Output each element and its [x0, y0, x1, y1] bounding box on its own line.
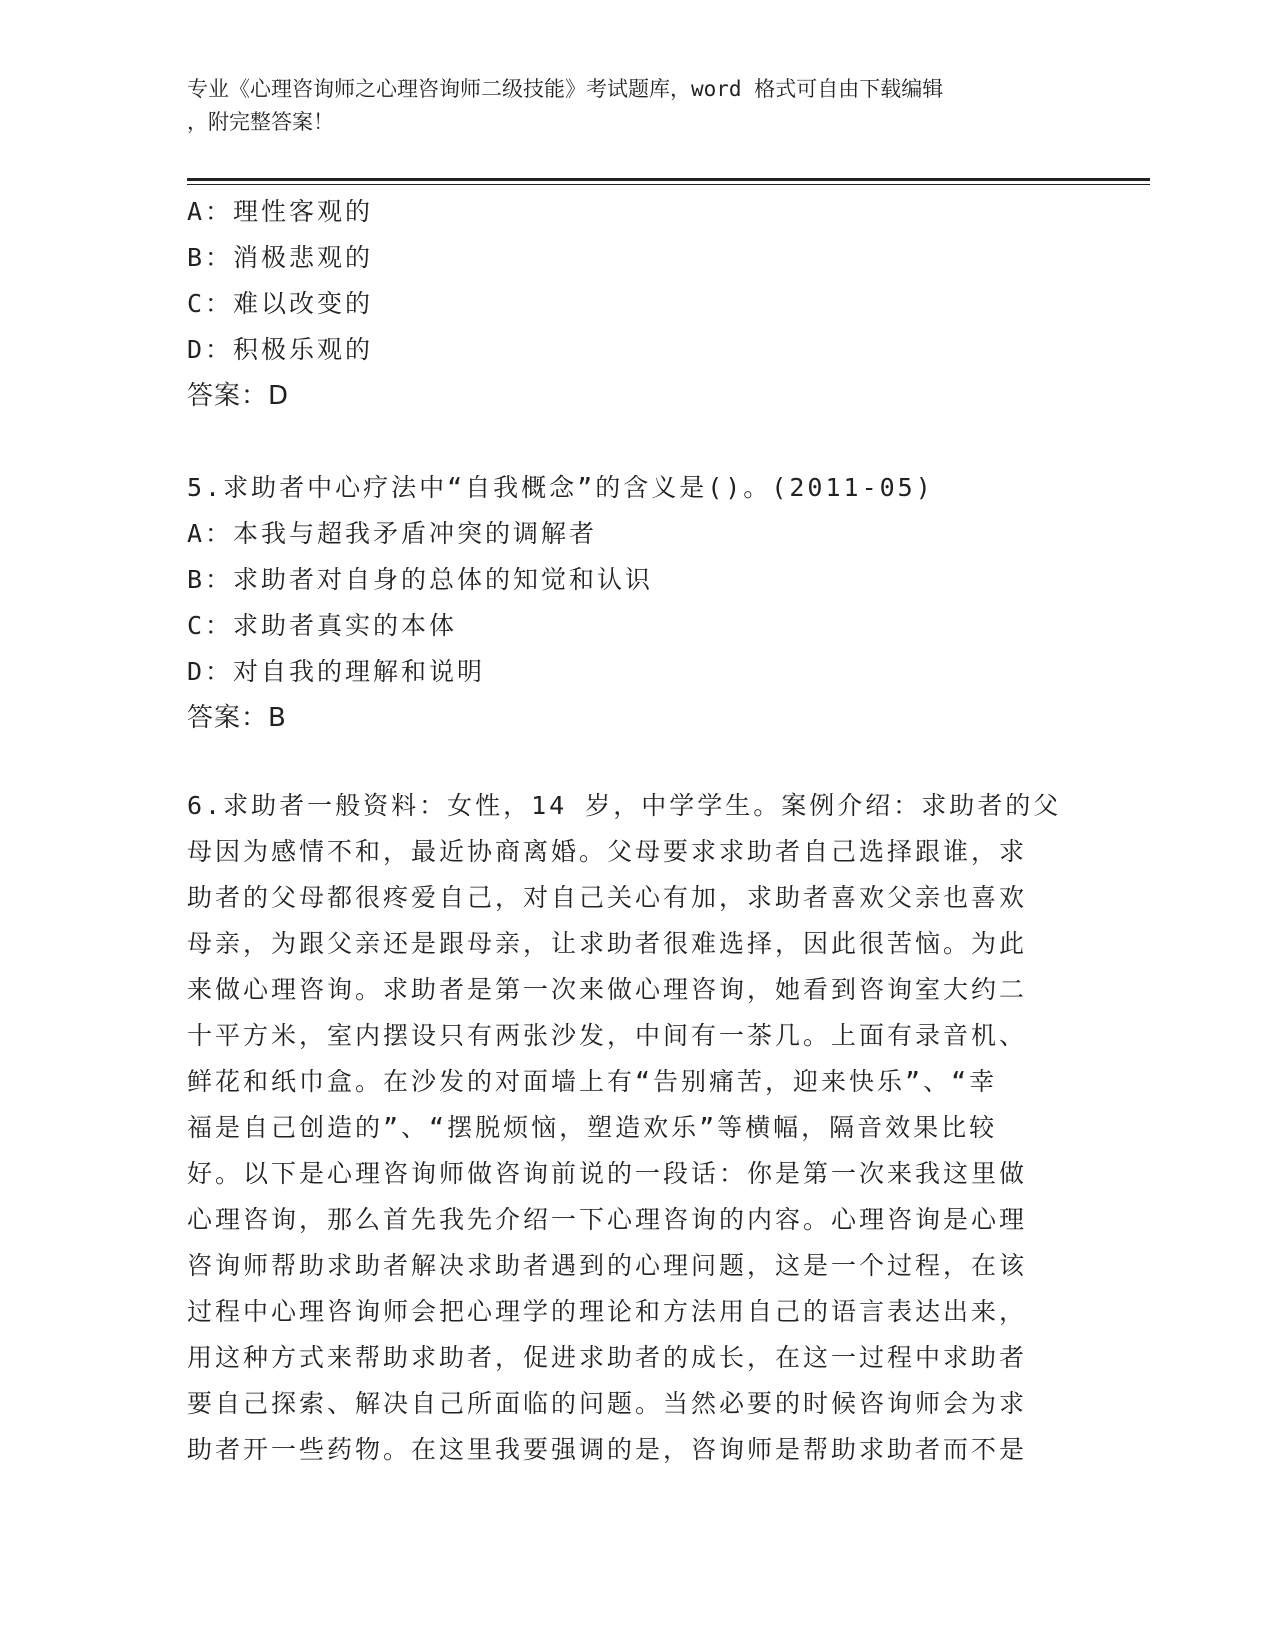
- question-stem: 5.求助者中心疗法中“自我概念”的含义是()。(2011-05): [187, 473, 934, 502]
- question-5-block: [187, 465, 1067, 741]
- option-a: A：理性客观的: [187, 197, 374, 226]
- paragraph-line: 要自己探索、解决自己所面临的问题。当然必要的时候咨询师会为求: [187, 1389, 1028, 1418]
- answer-label: 答案：B: [187, 703, 287, 733]
- header-divider-thick: [187, 178, 1150, 181]
- paragraph-line: 6.求助者一般资料：女性，14 岁，中学学生。案例介绍：求助者的父: [187, 791, 1062, 820]
- paragraph-line: 母亲，为跟父亲还是跟母亲，让求助者很难选择，因此很苦恼。为此: [187, 929, 1028, 958]
- paragraph-line: 来做心理咨询。求助者是第一次来做心理咨询，她看到咨询室大约二: [187, 975, 1028, 1004]
- option-d: D：对自我的理解和说明: [187, 657, 486, 686]
- document-header: [187, 73, 1067, 139]
- option-c: C：难以改变的: [187, 289, 374, 318]
- option-d: D：积极乐观的: [187, 335, 374, 364]
- paragraph-line: 好。以下是心理咨询师做咨询前说的一段话：你是第一次来我这里做: [187, 1159, 1028, 1188]
- option-b: B：消极悲观的: [187, 243, 374, 272]
- paragraph-line: 助者开一些药物。在这里我要强调的是，咨询师是帮助求助者而不是: [187, 1435, 1028, 1464]
- header-divider-thin: [187, 184, 1150, 185]
- paragraph-line: 用这种方式来帮助求助者，促进求助者的成长，在这一过程中求助者: [187, 1343, 1028, 1372]
- paragraph-line: 过程中心理咨询师会把心理学的理论和方法用自己的语言表达出来，: [187, 1297, 1028, 1326]
- paragraph-line: 助者的父母都很疼爱自己，对自己关心有加，求助者喜欢父亲也喜欢: [187, 883, 1028, 912]
- paragraph-line: 福是自己创造的”、“摆脱烦恼，塑造欢乐”等横幅，隔音效果比较: [187, 1113, 998, 1142]
- option-c: C：求助者真实的本体: [187, 611, 458, 640]
- option-a: A：本我与超我矛盾冲突的调解者: [187, 519, 598, 548]
- paragraph-line: 心理咨询，那么首先我先介绍一下心理咨询的内容。心理咨询是心理: [187, 1205, 1028, 1234]
- question-6-block: [187, 783, 1062, 1473]
- question-4-block: [187, 189, 1067, 419]
- answer-label: 答案：D: [187, 381, 290, 411]
- paragraph-line: 十平方米，室内摆设只有两张沙发，中间有一茶几。上面有录音机、: [187, 1021, 1028, 1050]
- header-line-2: ，附完整答案！: [187, 110, 334, 134]
- option-b: B：求助者对自身的总体的知觉和认识: [187, 565, 654, 594]
- paragraph-line: 咨询师帮助求助者解决求助者遇到的心理问题，这是一个过程，在该: [187, 1251, 1028, 1280]
- header-line-1: 专业《心理咨询师之心理咨询师二级技能》考试题库，word 格式可自由下载编辑: [187, 77, 944, 101]
- paragraph-line: 鲜花和纸巾盒。在沙发的对面墙上有“告别痛苦，迎来快乐”、“幸: [187, 1067, 998, 1096]
- paragraph-line: 母因为感情不和，最近协商离婚。父母要求求助者自己选择跟谁，求: [187, 837, 1028, 866]
